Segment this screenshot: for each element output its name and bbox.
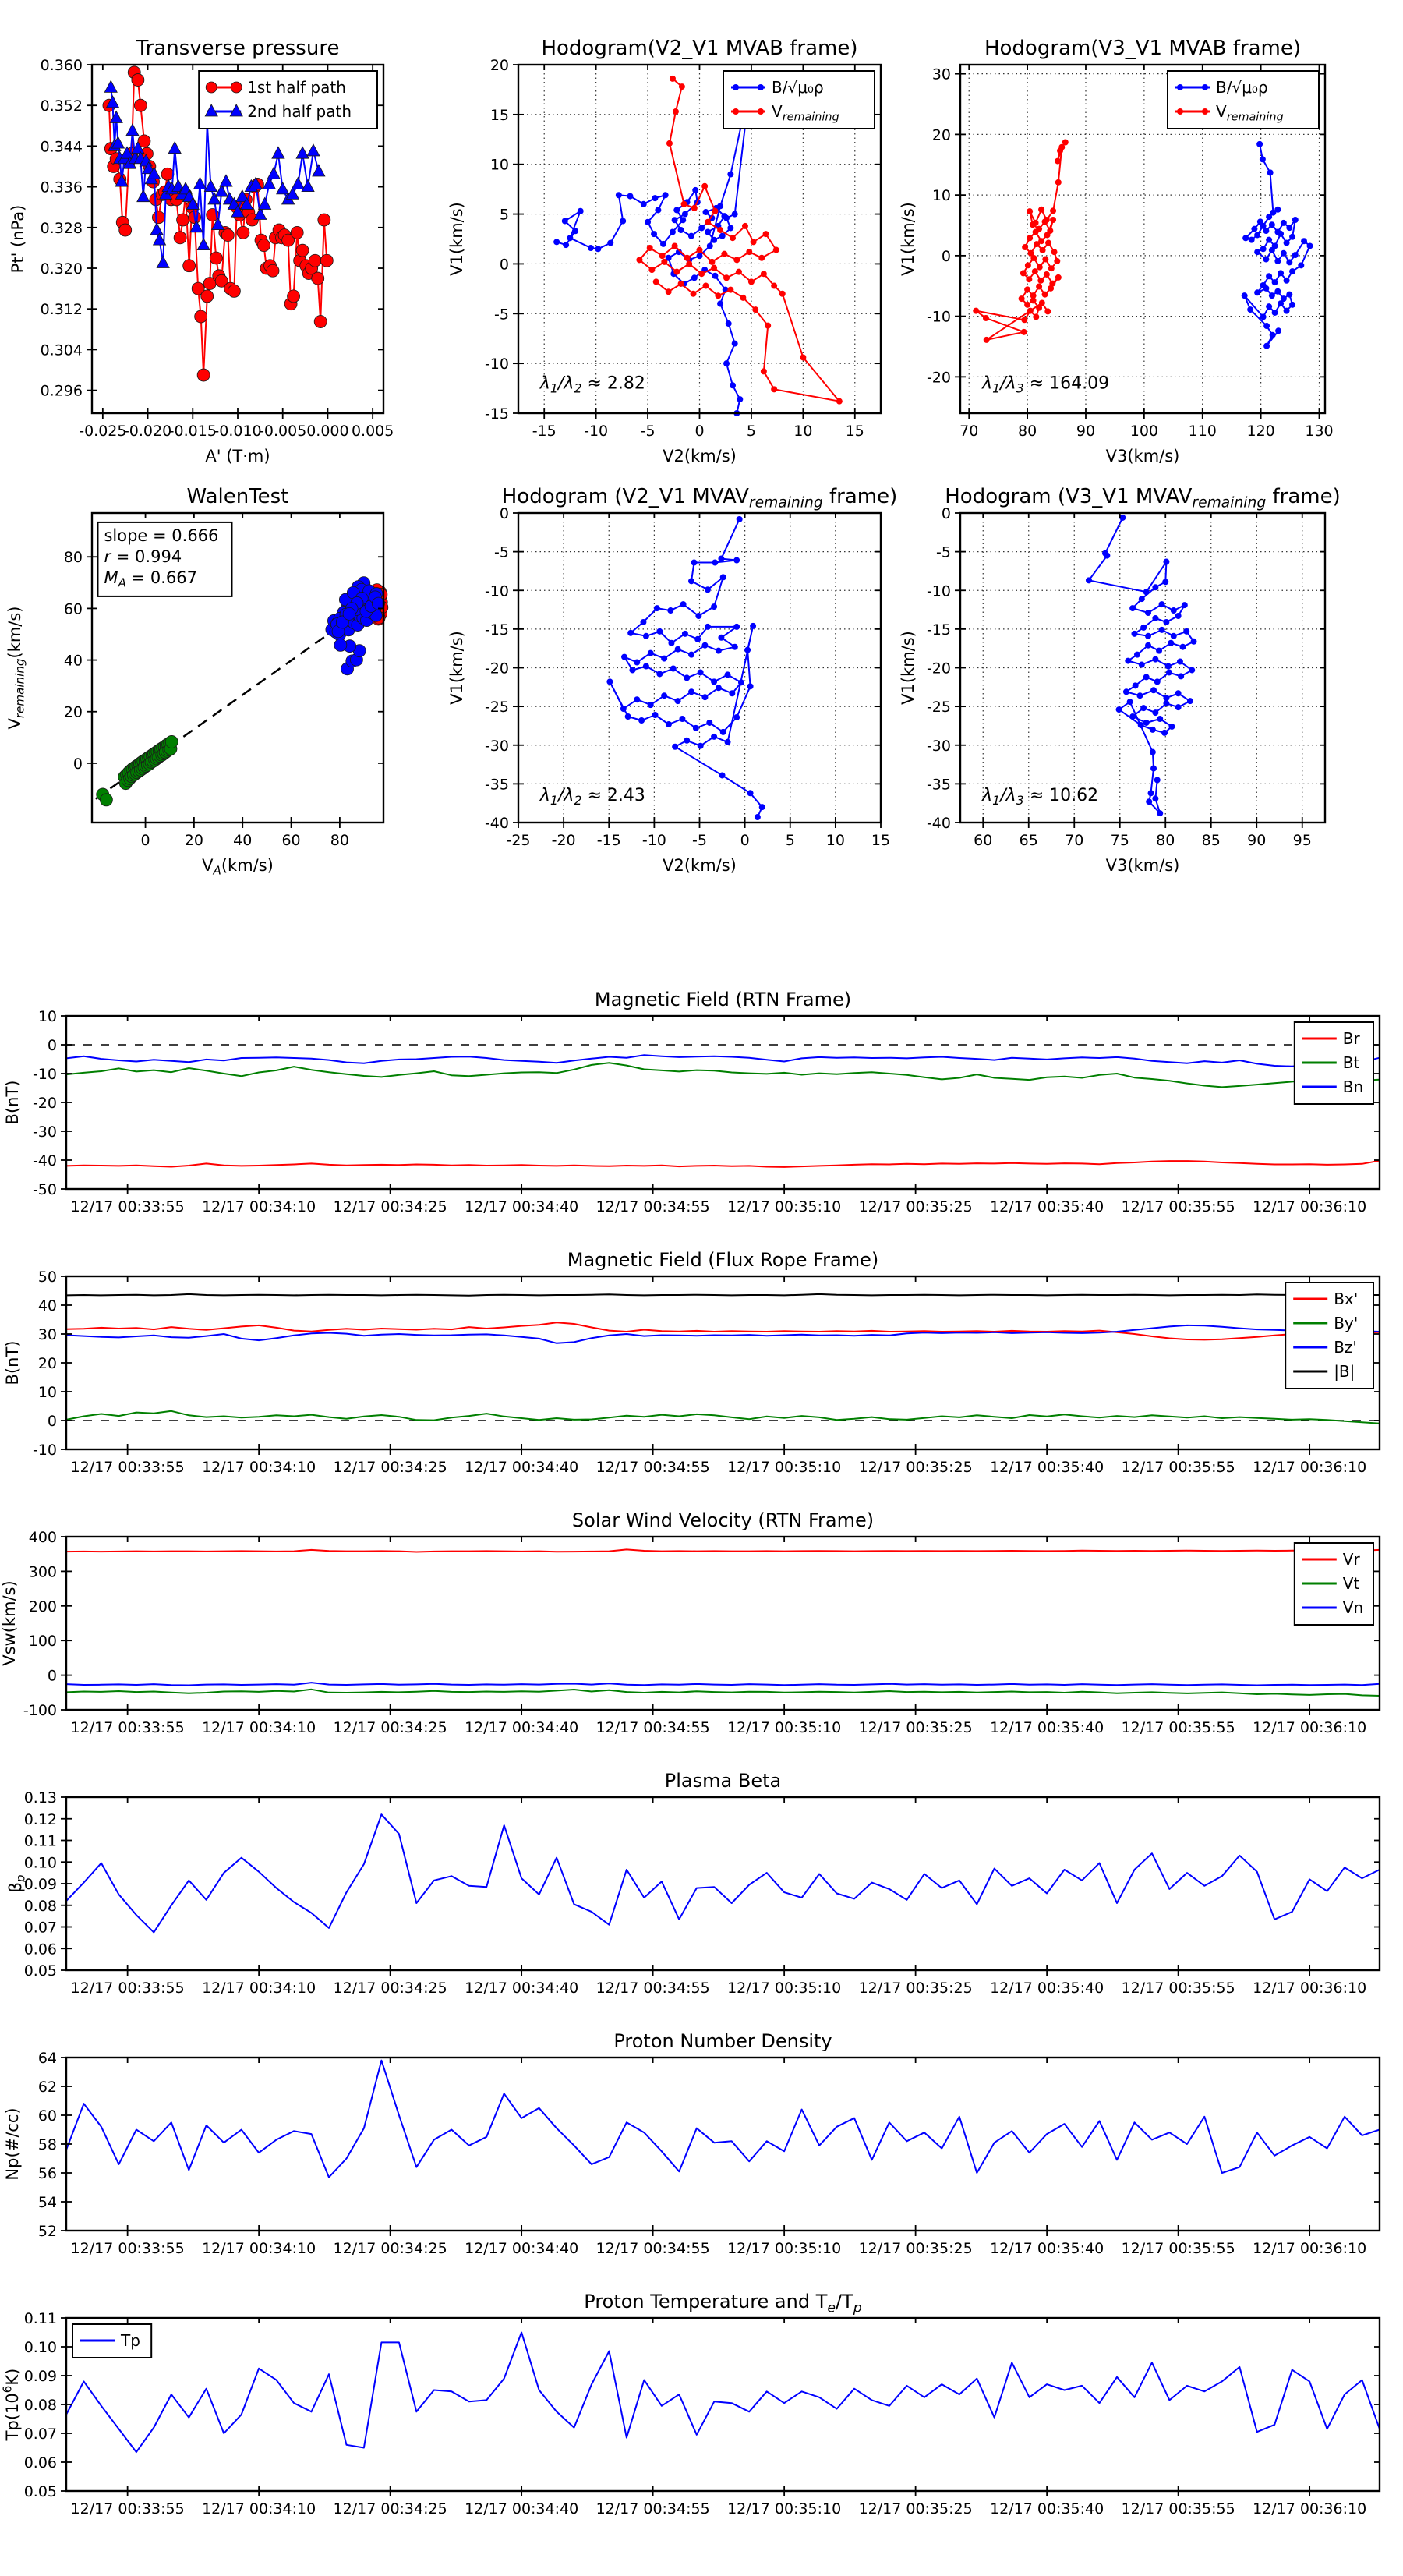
svg-text:12/17 00:34:40: 12/17 00:34:40 [465,1719,579,1736]
svg-text:V1(km/s): V1(km/s) [447,631,466,705]
svg-text:12/17 00:33:55: 12/17 00:33:55 [70,2500,185,2518]
svg-text:12/17 00:35:25: 12/17 00:35:25 [858,1198,973,1215]
legend [723,71,875,129]
svg-text:r = 0.994: r = 0.994 [104,547,182,566]
svg-text:-10: -10 [484,356,509,373]
svg-text:A' (T·m): A' (T·m) [205,447,270,465]
legend [1295,1022,1373,1104]
svg-text:-20: -20 [926,660,951,678]
svg-text:Vremaining​: $V_{remaining}$ [1216,102,1284,124]
svg-text:100: 100 [1129,423,1159,440]
svg-text:0: 0 [941,247,951,265]
svg-text:Bn: Bn [1342,1077,1364,1096]
svg-text:12/17 00:35:40: 12/17 00:35:40 [990,2240,1104,2257]
svg-text:12/17 00:34:40: 12/17 00:34:40 [465,2240,579,2257]
svg-text:110: 110 [1188,423,1217,440]
svg-text:12/17 00:35:55: 12/17 00:35:55 [1121,1719,1235,1736]
svg-text:-100: -100 [23,1702,57,1719]
svg-text:12/17 00:35:10: 12/17 00:35:10 [727,1719,842,1736]
svg-text:12/17 00:35:10: 12/17 00:35:10 [727,2500,842,2518]
svg-text:Hodogram (V3_V1 MVAVremaining​: Hodogram (V3_V1 $MVAV_{remaining}$ frame) [945,485,1341,511]
svg-text:50: 50 [37,1269,57,1286]
svg-text:-40: -40 [484,815,509,832]
svg-text:1st half path: 1st half path [247,78,346,97]
svg-text:58: 58 [37,2136,57,2153]
svg-text:12/17 00:35:10: 12/17 00:35:10 [727,1980,842,1997]
svg-text:90: 90 [1247,832,1267,849]
svg-text:-50: -50 [32,1181,57,1198]
svg-text:-10: -10 [641,832,666,849]
svg-text:12/17 00:34:25: 12/17 00:34:25 [333,2240,447,2257]
svg-text:slope = 0.666: slope = 0.666 [104,525,219,545]
svg-text:12/17 00:33:55: 12/17 00:33:55 [70,2240,185,2257]
svg-text:100: 100 [28,1633,57,1651]
svg-text:Magnetic Field (RTN Frame): Magnetic Field (RTN Frame) [594,989,852,1010]
svg-text:λ1​/λ2​ ≈ 2.82: $\lambda_1/\lambda_2 \approx 2.82$ [539,373,645,396]
svg-text:B(nT): B(nT) [3,1340,22,1385]
svg-text:Tp: Tp [121,2331,140,2350]
svg-text:-5: -5 [494,306,509,324]
svg-text:0.06: 0.06 [23,2454,57,2472]
svg-text:0: 0 [499,256,509,274]
svg-text:V1(km/s): V1(km/s) [899,631,917,705]
svg-text:10: 10 [37,1384,57,1401]
svg-text:0.06: 0.06 [23,1941,57,1959]
svg-text:0: 0 [47,1667,57,1685]
svg-text:-40: -40 [32,1152,57,1169]
svg-text:56: 56 [37,2165,57,2182]
svg-text:12/17 00:35:40: 12/17 00:35:40 [990,1719,1104,1736]
svg-text:-15: -15 [532,423,557,440]
svg-text:-5: -5 [494,543,509,561]
svg-text:85: 85 [1201,832,1221,849]
svg-text:15: 15 [845,423,864,440]
svg-text:12/17 00:33:55: 12/17 00:33:55 [70,1459,185,1476]
svg-text:MA​ = 0.667: $M_A = 0.667$ [104,568,198,590]
svg-text:12/17 00:36:10: 12/17 00:36:10 [1253,1980,1367,1997]
svg-text:Tp(106​K): $Tp(10^6K)$ [0,2368,22,2441]
svg-text:V1(km/s): V1(km/s) [899,202,917,276]
svg-text:0: 0 [740,832,750,849]
svg-text:80: 80 [1156,832,1175,849]
svg-text:Transverse pressure: Transverse pressure [136,37,340,60]
svg-text:-35: -35 [926,776,951,794]
svg-text:40: 40 [63,652,83,670]
svg-text:0: 0 [140,832,150,849]
svg-text:12/17 00:35:40: 12/17 00:35:40 [990,1980,1104,1997]
svg-text:0.08: 0.08 [23,2397,57,2414]
svg-text:-15: -15 [484,621,509,639]
svg-text:12/17 00:34:10: 12/17 00:34:10 [202,1719,316,1736]
svg-text:52: 52 [37,2223,57,2240]
svg-text:0.005: 0.005 [351,423,394,440]
svg-text:12/17 00:34:10: 12/17 00:34:10 [202,2500,316,2518]
svg-text:12/17 00:35:55: 12/17 00:35:55 [1121,2240,1235,2257]
svg-text:-25: -25 [926,699,951,717]
svg-text:12/17 00:34:25: 12/17 00:34:25 [333,2500,447,2518]
svg-text:-0.020: -0.020 [123,423,172,440]
svg-text:12/17 00:35:40: 12/17 00:35:40 [990,2500,1104,2518]
svg-text:-35: -35 [484,776,509,794]
svg-text:12/17 00:34:10: 12/17 00:34:10 [202,1459,316,1476]
svg-text:0.09: 0.09 [23,2368,57,2385]
svg-text:VA​(km/s): $V_A(km/s)$ [202,856,274,878]
svg-text:40: 40 [233,832,253,849]
svg-text:62: 62 [37,2079,57,2096]
svg-text:-20: -20 [484,660,509,678]
svg-text:400: 400 [28,1529,57,1546]
svg-text:0.13: 0.13 [23,1789,57,1806]
svg-text:90: 90 [1076,423,1096,440]
svg-text:V3(km/s): V3(km/s) [1105,856,1180,875]
svg-text:Vremaining​: $V_{remaining}$ [772,102,839,124]
svg-text:0.304: 0.304 [40,341,83,359]
svg-text:10: 10 [931,187,951,205]
svg-text:12/17 00:34:10: 12/17 00:34:10 [202,1198,316,1215]
svg-text:0.08: 0.08 [23,1897,57,1915]
svg-text:-5: -5 [936,543,951,561]
svg-text:12/17 00:34:40: 12/17 00:34:40 [465,2500,579,2518]
svg-text:0.11: 0.11 [23,2310,57,2327]
svg-text:V3(km/s): V3(km/s) [1105,447,1180,465]
legend [72,2324,151,2358]
svg-text:12/17 00:35:40: 12/17 00:35:40 [990,1198,1104,1215]
svg-text:Proton Number Density: Proton Number Density [613,2030,832,2052]
svg-text:Np(#/cc): Np(#/cc) [3,2107,22,2181]
svg-text:5: 5 [499,206,509,224]
svg-text:βp​: $\beta_p$ [6,1874,28,1893]
svg-text:V2(km/s): V2(km/s) [663,447,737,465]
svg-text:10: 10 [37,1008,57,1025]
svg-text:64: 64 [37,2050,57,2067]
svg-text:-10: -10 [584,423,609,440]
svg-text:20: 20 [63,703,83,721]
svg-text:Magnetic Field (Flux Rope Fram: Magnetic Field (Flux Rope Frame) [567,1249,879,1271]
svg-text:12/17 00:34:10: 12/17 00:34:10 [202,2240,316,2257]
svg-text:Bx': Bx' [1334,1290,1359,1308]
svg-text:V1(km/s): V1(km/s) [447,202,466,276]
svg-text:12/17 00:36:10: 12/17 00:36:10 [1253,1459,1367,1476]
svg-text:60: 60 [63,600,83,618]
svg-text:2nd half path: 2nd half path [247,102,352,121]
svg-text:60: 60 [974,832,993,849]
svg-text:10: 10 [489,156,509,174]
svg-text:Vremaining​(km/s): $V_{remaining}(km/s)$ [5,606,27,730]
svg-text:|B|: |B| [1334,1362,1355,1381]
svg-text:10: 10 [825,832,845,849]
svg-text:80: 80 [1018,423,1037,440]
svg-text:12/17 00:35:10: 12/17 00:35:10 [727,2240,842,2257]
svg-text:λ1​/λ3​ ≈ 164.09: $\lambda_1/\lambda_3 \approx 164.09$ [982,373,1110,396]
svg-text:0.07: 0.07 [23,1919,57,1937]
svg-text:12/17 00:34:25: 12/17 00:34:25 [333,1980,447,1997]
svg-text:WalenTest: WalenTest [186,485,289,508]
svg-text:By': By' [1334,1314,1359,1332]
svg-text:65: 65 [1019,832,1038,849]
svg-text:Hodogram(V3_V1 MVAB frame): Hodogram(V3_V1 MVAB frame) [984,37,1302,60]
svg-text:-25: -25 [484,699,509,717]
svg-text:200: 200 [28,1598,57,1615]
svg-text:-10: -10 [926,308,951,326]
svg-text:20: 20 [931,126,951,144]
svg-text:Plasma Beta: Plasma Beta [664,1770,782,1792]
svg-text:12/17 00:35:40: 12/17 00:35:40 [990,1459,1104,1476]
svg-text:0: 0 [941,505,951,522]
svg-text:0.05: 0.05 [23,1962,57,1980]
svg-text:12/17 00:34:25: 12/17 00:34:25 [333,1198,447,1215]
svg-text:0.11: 0.11 [23,1832,57,1850]
svg-text:0.328: 0.328 [40,219,83,237]
svg-text:-15: -15 [596,832,621,849]
svg-text:20: 20 [184,832,203,849]
annotation [981,374,1109,396]
svg-text:0.320: 0.320 [40,260,83,278]
svg-text:Bt: Bt [1342,1053,1360,1072]
svg-text:300: 300 [28,1563,57,1581]
svg-text:10: 10 [793,423,813,440]
svg-text:75: 75 [1110,832,1129,849]
svg-text:Bz': Bz' [1334,1338,1357,1357]
svg-text:120: 120 [1246,423,1275,440]
svg-text:0.296: 0.296 [40,382,83,400]
svg-text:B/√μ₀ρ: B/√μ₀ρ [1216,78,1268,97]
svg-text:12/17 00:35:55: 12/17 00:35:55 [1121,1459,1235,1476]
svg-text:0: 0 [47,1037,57,1054]
svg-text:5: 5 [785,832,795,849]
svg-text:0.07: 0.07 [23,2426,57,2443]
svg-text:Hodogram (V2_V1 MVAVremaining​: Hodogram (V2_V1 $MVAV_{remaining}$ frame) [501,485,898,511]
svg-text:40: 40 [37,1297,57,1315]
svg-text:70: 70 [1065,832,1084,849]
svg-text:12/17 00:34:25: 12/17 00:34:25 [333,1459,447,1476]
svg-text:12/17 00:35:25: 12/17 00:35:25 [858,2500,973,2518]
svg-text:-30: -30 [32,1123,57,1141]
svg-text:0.312: 0.312 [40,301,83,319]
svg-text:λ1​/λ3​ ≈ 10.62: $\lambda_1/\lambda_3 \approx 10.62$ [982,786,1099,809]
svg-text:12/17 00:34:40: 12/17 00:34:40 [465,1980,579,1997]
svg-text:12/17 00:34:10: 12/17 00:34:10 [202,1980,316,1997]
svg-text:0.10: 0.10 [23,1854,57,1872]
svg-text:Vn: Vn [1342,1598,1364,1617]
svg-text:-10: -10 [32,1066,57,1083]
svg-text:15: 15 [871,832,891,849]
svg-text:60: 60 [37,2107,57,2125]
svg-text:30: 30 [37,1326,57,1343]
svg-text:12/17 00:34:55: 12/17 00:34:55 [595,2500,710,2518]
svg-text:5: 5 [746,423,756,440]
svg-text:130: 130 [1305,423,1334,440]
svg-text:-5: -5 [640,423,656,440]
svg-text:80: 80 [63,549,83,567]
svg-text:12/17 00:35:10: 12/17 00:35:10 [727,1459,842,1476]
svg-text:12/17 00:35:25: 12/17 00:35:25 [858,1980,973,1997]
svg-text:0.10: 0.10 [23,2339,57,2356]
svg-text:-10: -10 [32,1442,57,1459]
svg-text:0: 0 [47,1413,57,1430]
svg-text:12/17 00:36:10: 12/17 00:36:10 [1253,2500,1367,2518]
svg-text:0.000: 0.000 [306,423,349,440]
svg-text:Vsw(km/s): Vsw(km/s) [0,1580,19,1666]
svg-text:15: 15 [489,106,509,124]
svg-text:-10: -10 [926,582,951,600]
svg-text:12/17 00:35:55: 12/17 00:35:55 [1121,1198,1235,1215]
svg-text:12/17 00:34:40: 12/17 00:34:40 [465,1459,579,1476]
svg-text:12/17 00:33:55: 12/17 00:33:55 [70,1980,185,1997]
svg-text:80: 80 [330,832,349,849]
legend [199,71,377,129]
svg-text:0.05: 0.05 [23,2483,57,2500]
svg-text:12/17 00:36:10: 12/17 00:36:10 [1253,2240,1367,2257]
svg-text:0: 0 [499,505,509,522]
svg-text:12/17 00:36:10: 12/17 00:36:10 [1253,1719,1367,1736]
svg-text:-20: -20 [926,369,951,387]
svg-text:12/17 00:36:10: 12/17 00:36:10 [1253,1198,1367,1215]
svg-text:Pt' (nPa): Pt' (nPa) [9,204,27,274]
svg-text:0.336: 0.336 [40,179,83,196]
svg-text:-0.010: -0.010 [214,423,262,440]
svg-text:Vr: Vr [1342,1550,1360,1569]
svg-text:20: 20 [489,57,509,74]
svg-text:12/17 00:35:55: 12/17 00:35:55 [1121,2500,1235,2518]
svg-text:12/17 00:34:55: 12/17 00:34:55 [595,1980,710,1997]
svg-text:λ1​/λ2​ ≈ 2.43: $\lambda_1/\lambda_2 \approx 2.43$ [539,786,645,809]
svg-text:95: 95 [1292,832,1312,849]
legend [1285,1283,1373,1389]
svg-text:-20: -20 [32,1095,57,1112]
svg-text:B/√μ₀ρ: B/√μ₀ρ [772,78,824,97]
svg-text:12/17 00:34:55: 12/17 00:34:55 [595,1459,710,1476]
svg-text:12/17 00:34:55: 12/17 00:34:55 [595,2240,710,2257]
legend [1295,1543,1373,1625]
svg-text:12/17 00:34:55: 12/17 00:34:55 [595,1198,710,1215]
legend [1168,71,1319,129]
svg-text:0.344: 0.344 [40,138,83,156]
svg-text:-0.025: -0.025 [79,423,127,440]
svg-text:0.12: 0.12 [23,1810,57,1828]
svg-text:Solar Wind Velocity (RTN Frame: Solar Wind Velocity (RTN Frame) [571,1509,875,1531]
svg-text:Proton Temperature and Te​/Tp​: Proton Temperature and $T_e/T_p$ [584,2291,862,2316]
svg-text:V2(km/s): V2(km/s) [663,856,737,875]
svg-text:12/17 00:35:25: 12/17 00:35:25 [858,1719,973,1736]
svg-text:12/17 00:35:10: 12/17 00:35:10 [727,1198,842,1215]
svg-text:30: 30 [931,65,951,83]
svg-text:-30: -30 [484,737,509,755]
svg-text:-40: -40 [926,815,951,832]
svg-text:-0.015: -0.015 [168,423,217,440]
svg-text:-20: -20 [551,832,576,849]
svg-text:12/17 00:34:25: 12/17 00:34:25 [333,1719,447,1736]
svg-text:-0.005: -0.005 [259,423,307,440]
svg-text:Vt: Vt [1342,1574,1360,1593]
svg-text:12/17 00:33:55: 12/17 00:33:55 [70,1719,185,1736]
svg-text:0: 0 [72,755,83,773]
svg-text:-30: -30 [926,737,951,755]
svg-text:-15: -15 [926,621,951,639]
svg-text:12/17 00:35:25: 12/17 00:35:25 [858,1459,973,1476]
svg-text:12/17 00:35:55: 12/17 00:35:55 [1121,1980,1235,1997]
svg-text:54: 54 [37,2194,57,2211]
svg-text:-15: -15 [484,405,509,423]
svg-text:12/17 00:34:40: 12/17 00:34:40 [465,1198,579,1215]
svg-text:0.360: 0.360 [40,57,83,74]
svg-text:-25: -25 [506,832,531,849]
svg-text:0: 0 [694,423,705,440]
svg-text:12/17 00:35:25: 12/17 00:35:25 [858,2240,973,2257]
svg-text:12/17 00:34:55: 12/17 00:34:55 [595,1719,710,1736]
annotation [97,522,231,596]
svg-text:Hodogram(V2_V1 MVAB frame): Hodogram(V2_V1 MVAB frame) [541,37,858,60]
svg-text:60: 60 [281,832,301,849]
svg-text:B(nT): B(nT) [3,1080,22,1125]
svg-text:70: 70 [959,423,979,440]
svg-text:12/17 00:33:55: 12/17 00:33:55 [70,1198,185,1215]
svg-text:0.352: 0.352 [40,97,83,115]
svg-text:20: 20 [37,1355,57,1372]
svg-text:0.09: 0.09 [23,1876,57,1893]
svg-text:Br: Br [1342,1029,1360,1048]
svg-text:-5: -5 [692,832,707,849]
svg-text:-10: -10 [484,582,509,600]
